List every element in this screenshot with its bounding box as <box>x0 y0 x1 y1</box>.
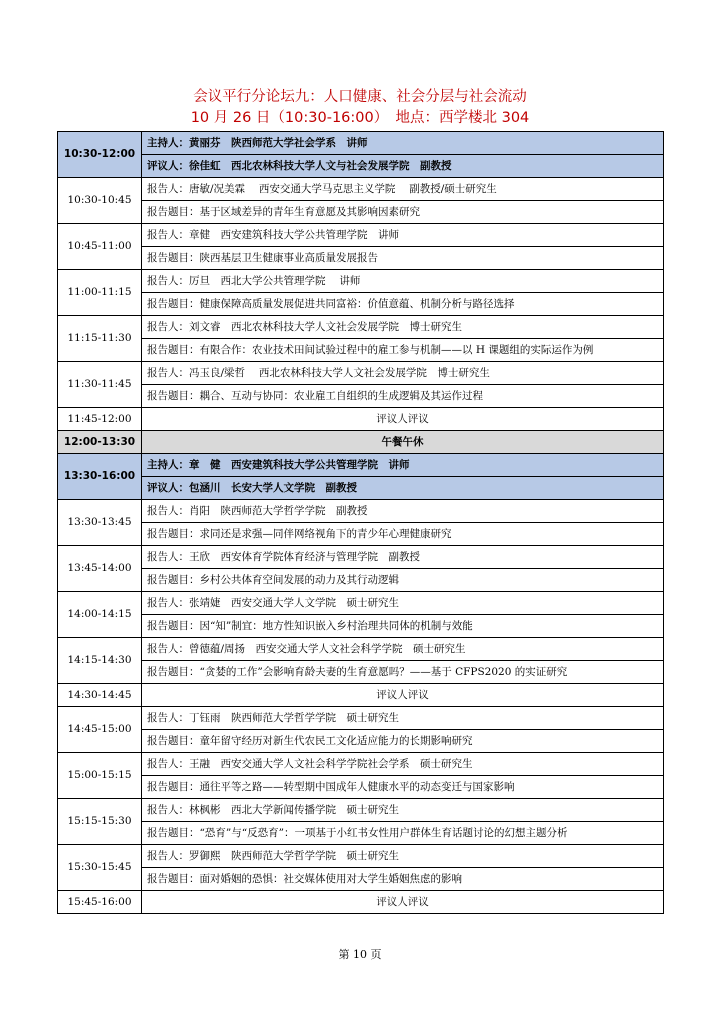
slot-reporter: 报告人：刘文睿 西北农林科技大学人文社会发展学院 博士研究生 <box>142 316 664 339</box>
table-row <box>58 569 664 592</box>
lunch-time: 12:00-13:30 <box>58 431 142 454</box>
review-row <box>58 408 664 431</box>
table-row <box>58 201 664 224</box>
table-row <box>58 362 664 385</box>
slot-topic: 报告题目：通往平等之路——转型期中国成年人健康水平的动态变迁与国家影响 <box>142 776 664 799</box>
table-row <box>58 247 664 270</box>
slot-time: 10:45-11:00 <box>58 224 142 270</box>
slot-reporter: 报告人：罗御熙 陕西师范大学哲学学院 硕士研究生 <box>142 845 664 868</box>
forum-title: 会议平行分论坛九：人口健康、社会分层与社会流动 <box>193 89 527 105</box>
slot-topic: 报告题目：童年留守经历对新生代农民工文化适应能力的长期影响研究 <box>142 730 664 753</box>
slot-time: 14:00-14:15 <box>58 592 142 638</box>
slot-topic: 报告题目：耦合、互动与协同：农业雇工自组织的生成逻辑及其运作过程 <box>142 385 664 408</box>
lunch-row <box>58 431 664 454</box>
table-row <box>58 753 664 776</box>
slot-time: 15:00-15:15 <box>58 753 142 799</box>
table-row <box>58 822 664 845</box>
slot-topic: 报告题目：求同还是求强—同伴网络视角下的青少年心理健康研究 <box>142 523 664 546</box>
session1-host: 主持人：黄丽芬 陕西师范大学社会学系 讲师 <box>142 132 664 155</box>
session1-reviewer: 评议人：徐佳虹 西北农林科技大学人文与社会发展学院 副教授 <box>142 155 664 178</box>
table-row <box>58 546 664 569</box>
slot-reporter: 报告人：丁钰雨 陕西师范大学哲学学院 硕士研究生 <box>142 707 664 730</box>
slot-reporter: 报告人：章健 西安建筑科技大学公共管理学院 讲师 <box>142 224 664 247</box>
lunch-label: 午餐午休 <box>142 431 664 454</box>
slot-reporter: 报告人：曾德蕴/周扬 西安交通大学人文社会科学学院 硕士研究生 <box>142 638 664 661</box>
table-row <box>58 592 664 615</box>
table-row <box>58 500 664 523</box>
session2-reviewer: 评议人：包涵川 长安大学人文学院 副教授 <box>142 477 664 500</box>
table-row <box>58 661 664 684</box>
table-row <box>58 799 664 822</box>
table-row <box>58 178 664 201</box>
table-row <box>58 615 664 638</box>
slot-reporter: 报告人：肖阳 陕西师范大学哲学学院 副教授 <box>142 500 664 523</box>
slot-time: 10:30-10:45 <box>58 178 142 224</box>
slot-time: 14:15-14:30 <box>58 638 142 684</box>
page-number: 第 10 页 <box>338 948 382 961</box>
review-time: 11:45-12:00 <box>58 408 142 431</box>
slot-time: 15:15-15:30 <box>58 799 142 845</box>
table-row <box>58 316 664 339</box>
slot-topic: 报告题目：面对婚姻的恐惧：社交媒体使用对大学生婚姻焦虑的影响 <box>142 868 664 891</box>
slot-time: 13:45-14:00 <box>58 546 142 592</box>
slot-time: 11:30-11:45 <box>58 362 142 408</box>
table-row <box>58 845 664 868</box>
review-label: 评议人评议 <box>142 408 664 431</box>
slot-topic: 报告题目：“贪婪的工作”会影响育龄夫妻的生育意愿吗？——基于 CFPS2020 的实证研究 <box>142 661 664 684</box>
table-row <box>58 868 664 891</box>
slot-reporter: 报告人：王融 西安交通大学人文社会科学学院社会学系 硕士研究生 <box>142 753 664 776</box>
slot-topic: 报告题目：有限合作：农业技术田间试验过程中的雇工参与机制——以 H 课题组的实际运作为例 <box>142 339 664 362</box>
table-row <box>58 707 664 730</box>
table-row <box>58 339 664 362</box>
slot-reporter: 报告人：厉旦 西北大学公共管理学院 讲师 <box>142 270 664 293</box>
session2-time: 13:30-16:00 <box>58 454 142 500</box>
table-row <box>58 293 664 316</box>
table-row <box>58 638 664 661</box>
slot-time: 11:00-11:15 <box>58 270 142 316</box>
schedule-table <box>57 131 664 914</box>
review-row <box>58 684 664 707</box>
slot-reporter: 报告人：张靖婕 西安交通大学人文学院 硕士研究生 <box>142 592 664 615</box>
forum-date-location: 10 月 26 日（10:30-16:00） 地点：西学楼北 304 <box>190 110 530 126</box>
review-time: 15:45-16:00 <box>58 891 142 914</box>
slot-topic: 报告题目：乡村公共体育空间发展的动力及其行动逻辑 <box>142 569 664 592</box>
session2-reviewer-row <box>58 477 664 500</box>
session1-host-row <box>58 132 664 155</box>
table-row <box>58 523 664 546</box>
review-label: 评议人评议 <box>142 891 664 914</box>
slot-topic: 报告题目：健康保障高质量发展促进共同富裕：价值意蕴、机制分析与路径选择 <box>142 293 664 316</box>
table-row <box>58 730 664 753</box>
slot-reporter: 报告人：王欣 西安体育学院体育经济与管理学院 副教授 <box>142 546 664 569</box>
review-label: 评议人评议 <box>142 684 664 707</box>
table-row <box>58 776 664 799</box>
session1-time: 10:30-12:00 <box>58 132 142 178</box>
slot-reporter: 报告人：林枫彬 西北大学新闻传播学院 硕士研究生 <box>142 799 664 822</box>
slot-time: 11:15-11:30 <box>58 316 142 362</box>
session2-host-row <box>58 454 664 477</box>
session2-host: 主持人：章 健 西安建筑科技大学公共管理学院 讲师 <box>142 454 664 477</box>
table-row <box>58 385 664 408</box>
slot-reporter: 报告人：冯玉良/梁哲 西北农林科技大学人文社会发展学院 博士研究生 <box>142 362 664 385</box>
review-row <box>58 891 664 914</box>
slot-reporter: 报告人：唐敏/况美霖 西安交通大学马克思主义学院 副教授/硕士研究生 <box>142 178 664 201</box>
session1-reviewer-row <box>58 155 664 178</box>
slot-time: 15:30-15:45 <box>58 845 142 891</box>
slot-topic: 报告题目：“恐育”与“反恐育”：一项基于小红书女性用户群体生育话题讨论的幻想主题分析 <box>142 822 664 845</box>
table-row <box>58 224 664 247</box>
table-row <box>58 270 664 293</box>
review-time: 14:30-14:45 <box>58 684 142 707</box>
slot-topic: 报告题目：因“知”制宜：地方性知识嵌入乡村治理共同体的机制与效能 <box>142 615 664 638</box>
slot-topic: 报告题目：陕西基层卫生健康事业高质量发展报告 <box>142 247 664 270</box>
slot-time: 13:30-13:45 <box>58 500 142 546</box>
slot-topic: 报告题目：基于区域差异的青年生育意愿及其影响因素研究 <box>142 201 664 224</box>
slot-time: 14:45-15:00 <box>58 707 142 753</box>
